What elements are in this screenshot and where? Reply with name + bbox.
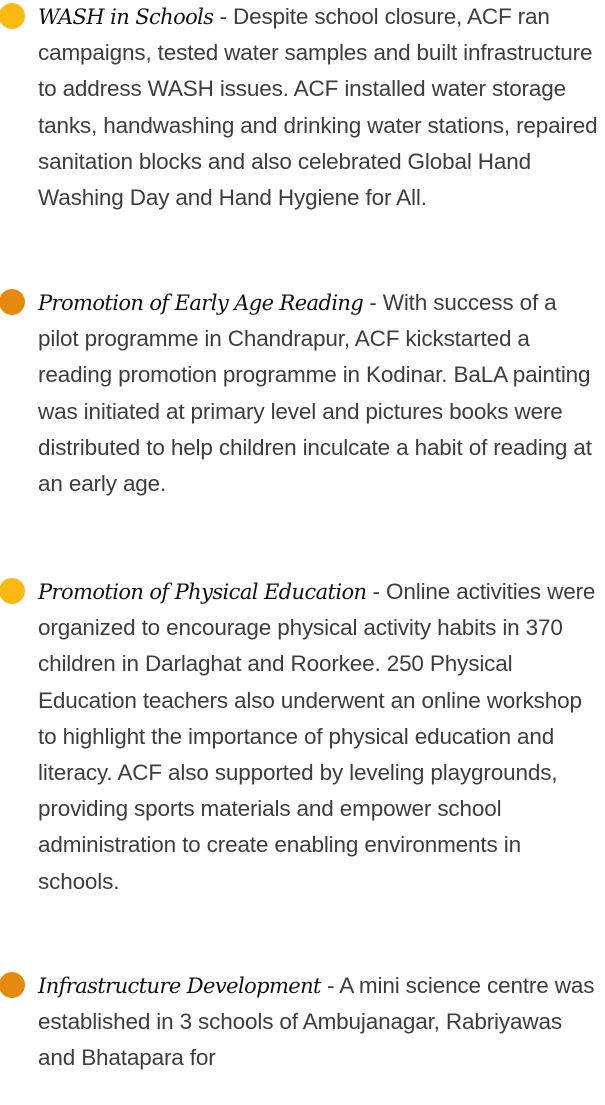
orange-bullet-icon bbox=[0, 972, 25, 998]
item-separator: - bbox=[363, 290, 383, 315]
item-body: With success of a pilot programme in Chandrapur, ACF kickstarted a reading promotion programme in Kodinar. BaLA painting was initiated at primary level and pictures books were distributed to help children inculcate a habit of reading at an early age. bbox=[38, 290, 592, 497]
item-title: Promotion of Physical Education bbox=[38, 580, 367, 604]
item-separator: - bbox=[213, 4, 233, 29]
item-body: Despite school closure, ACF ran campaigns, tested water samples and built infrastructure to address WASH issues. ACF installed water storage tanks, handwashing and drinking water stations, repaired sanitation blocks and also celebrated Global Hand Washing Day and Hand Hygiene for All. bbox=[38, 4, 598, 211]
item-title: WASH in Schools bbox=[38, 5, 214, 29]
yellow-bullet-icon bbox=[0, 578, 25, 604]
item-body: A mini science centre was established in 3 schools of Ambujanagar, Rabriyawas and Bhatapara for bbox=[38, 973, 595, 1071]
item-separator: - bbox=[320, 973, 340, 998]
list-item-text bbox=[38, 0, 598, 216]
orange-bullet-icon bbox=[0, 289, 25, 315]
item-body: Online activities were organized to encourage physical activity habits in 370 children in Darlaghat and Roorkee. 250 Physical Education teachers also underwent an online workshop to highlight the importance of physical education and literacy. ACF also supported by leveling playgrounds, providing sports materials and empower school administration to create enabling environments in schools. bbox=[38, 579, 596, 894]
yellow-bullet-icon bbox=[0, 3, 25, 29]
item-separator: - bbox=[366, 579, 386, 604]
list-item-text bbox=[38, 285, 598, 502]
item-title: Promotion of Early Age Reading bbox=[38, 291, 364, 315]
item-title: Infrastructure Development bbox=[38, 974, 321, 998]
list-item-text bbox=[38, 574, 598, 900]
list-item-text bbox=[38, 968, 598, 1077]
